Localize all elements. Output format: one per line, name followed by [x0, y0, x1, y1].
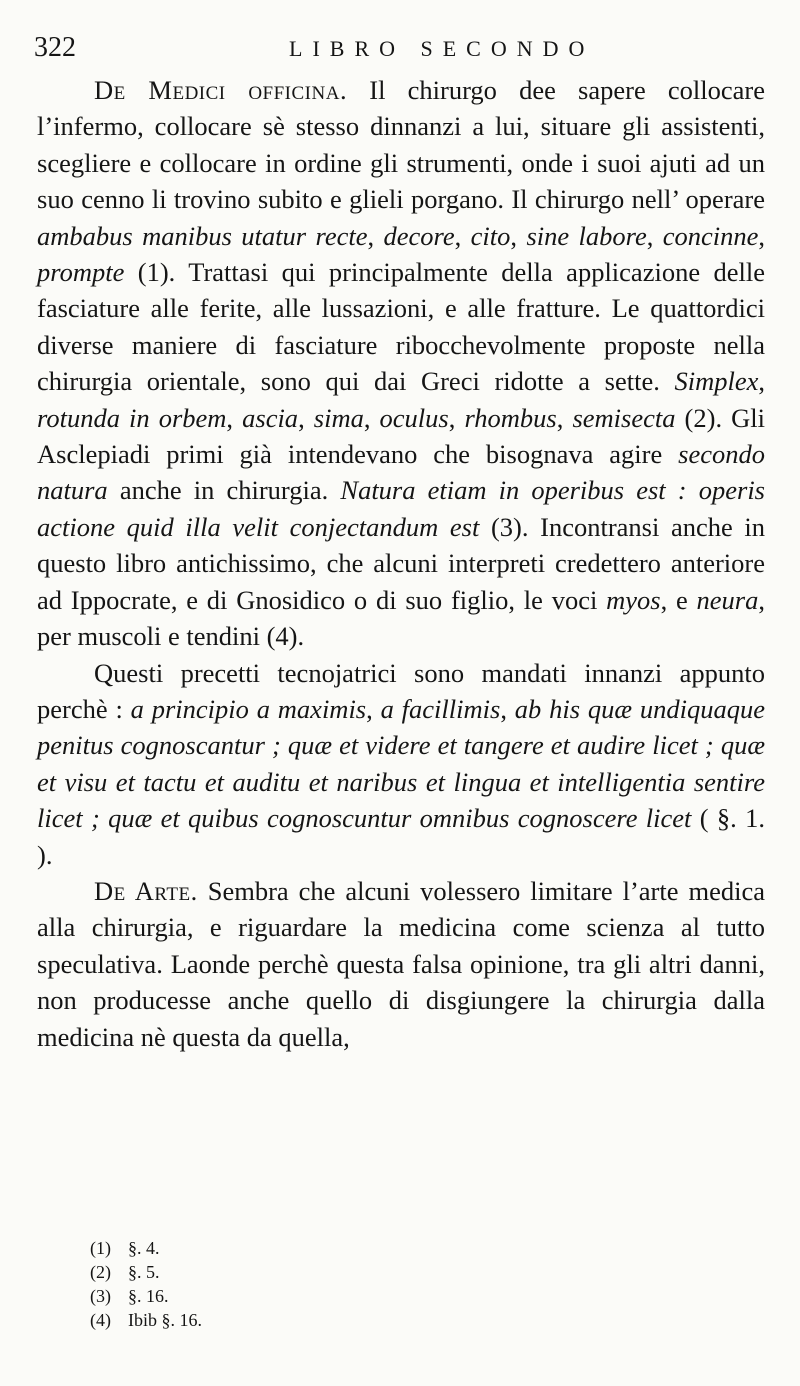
latin-phrase: ambabus manibus utatur recte — [37, 220, 368, 251]
paragraph-questi-precetti — [37, 655, 765, 873]
greek-term: myos — [606, 584, 661, 615]
text-run: anche in chirurgia. — [107, 475, 341, 506]
text-run: , — [500, 693, 515, 724]
footnotes — [90, 1236, 390, 1332]
text-run: , — [510, 220, 527, 251]
text-run: , — [367, 220, 384, 251]
section-heading-de-medici-officina: De Medici officina. — [94, 75, 348, 105]
footnote — [90, 1284, 390, 1308]
footnote-mark: (3) — [90, 1286, 111, 1306]
text-run: (2). Gli Asclepiadi primi già intendevano che bisognava agire — [37, 402, 766, 470]
latin-phrase: sima — [313, 402, 364, 433]
latin-phrase: prompte — [37, 257, 125, 288]
latin-phrase: oculus — [379, 402, 449, 433]
text-run: ( §. 1. ). — [37, 803, 766, 870]
latin-phrase: ascia — [242, 402, 299, 433]
latin-phrase: cito — [470, 220, 511, 251]
latin-phrase: secondo natura — [37, 439, 765, 506]
text-run: (1). Trattasi qui principalmente della applicazione delle fasciature alle ferite, alle lussazioni, e alle fratture. Le quattordici diverse maniere di fasciature ribocchevolmente proposte nella chirurgia orientale, sono qui dai Greci ridotte a sette. — [37, 257, 765, 397]
text-run: Sembra che alcuni volessero limitare l’arte medica alla chirurgia, e riguardare la medicina come scienza al tutto speculativa. Laonde perchè questa falsa opinione, tra gli altri danni, non producesse anche quello di disgiungere la chirurgia dalla medicina nè questa da quella, — [37, 875, 765, 1052]
latin-phrase: sine labore — [526, 220, 647, 251]
latin-phrase: decore — [383, 220, 455, 251]
running-title: LIBRO SECONDO — [289, 36, 595, 61]
latin-phrase: a facillimis — [380, 693, 501, 724]
latin-phrase: rhombus — [464, 402, 557, 433]
latin-phrase: Simplex — [674, 366, 759, 397]
latin-phrase: semisecta — [572, 402, 676, 433]
text-run: , — [226, 402, 243, 433]
latin-phrase: Natura etiam in operibus est : operis actione quid illa velit conjectandum est — [37, 475, 765, 542]
text-run: , — [556, 402, 573, 433]
text-run: Questi precetti tecnojatrici sono mandati innanzi appunto perchè : — [37, 657, 765, 724]
text-run: , — [758, 220, 766, 251]
section-heading-de-arte: De Arte. — [94, 875, 198, 906]
footnote-text: §. 4. — [128, 1238, 160, 1258]
text-run: , per muscoli e tendini (4). — [37, 584, 765, 652]
footnote-mark: (4) — [90, 1310, 111, 1330]
footnote — [90, 1308, 390, 1332]
text-run: , e — [660, 584, 697, 615]
footnote-text: §. 16. — [128, 1286, 169, 1306]
paragraph-de-arte — [37, 873, 765, 1055]
text-run: Il chirurgo dee sapere collocare l’infermo, collocare sè stesso dinnanzi a lui, situare gli assistenti, scegliere e collocare in ordine gli strumenti, onde i suoi ajuti ad un suo cenno li trovino subito e glieli porgano. Il chirurgo nell’ operare — [37, 75, 765, 215]
body-text — [37, 72, 765, 1055]
text-run: , — [758, 366, 765, 397]
footnote-mark: (2) — [90, 1262, 111, 1282]
page-header — [34, 32, 764, 72]
text-run: , — [366, 693, 381, 724]
text-run: , — [363, 402, 380, 433]
text-run: , — [646, 220, 663, 251]
paragraph-de-medici-officina — [37, 72, 765, 655]
footnote-text: §. 5. — [128, 1262, 160, 1282]
latin-phrase: ab his quæ undiquaque penitus cognoscantur ; quæ et videre et tangere et audire licet ; quæ et visu et tactu et auditu et naribus et lingua et intelligentia sentire licet ; quæ et quibus cognoscuntur omnibus cognoscere licet — [37, 693, 765, 834]
footnote — [90, 1236, 390, 1260]
greek-term: neura — [696, 584, 759, 615]
text-run: , — [298, 402, 314, 433]
text-run: , — [448, 402, 465, 433]
text-run: (3). Incontransi anche in questo libro antichissimo, che alcuni interpreti credettero anteriore ad Ippocrate, e di Gnosidico o di suo figlio, le voci — [37, 511, 765, 615]
page-number: 322 — [34, 32, 76, 63]
footnote-mark: (1) — [90, 1238, 111, 1258]
footnote — [90, 1260, 390, 1284]
footnote-text: Ibib §. 16. — [128, 1310, 202, 1330]
text-run: , — [454, 220, 471, 251]
latin-phrase: concinne — [662, 220, 759, 251]
latin-phrase: a principio a maximis — [130, 693, 367, 724]
latin-phrase: rotunda in orbem — [37, 402, 227, 433]
